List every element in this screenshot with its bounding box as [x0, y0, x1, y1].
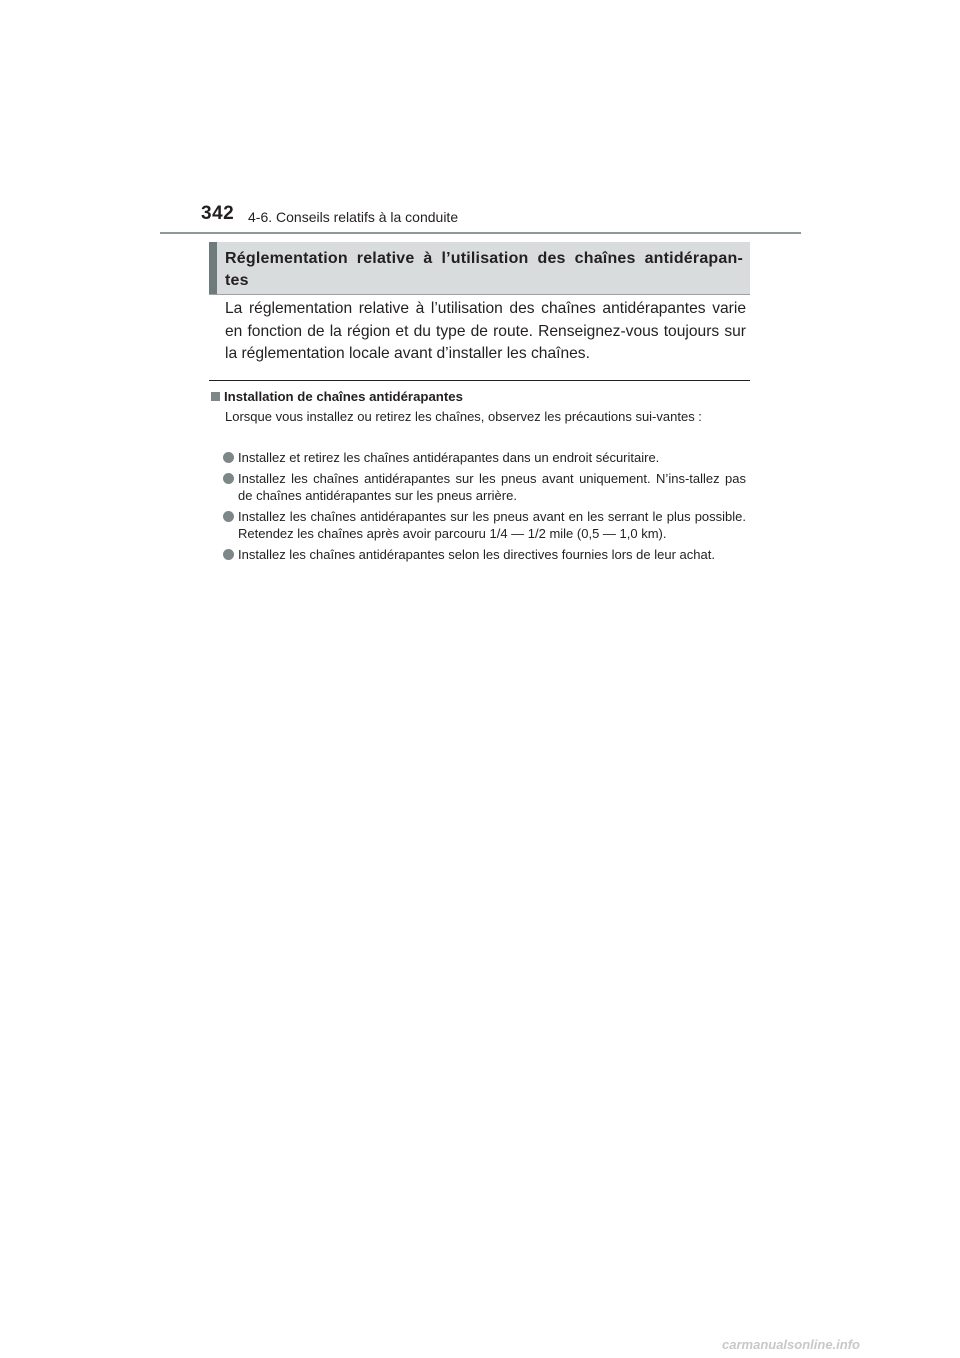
list-item [222, 470, 746, 504]
section-title: Réglementation relative à l’utilisation des chaînes antidérapan-tes [225, 250, 743, 289]
footer-watermark: carmanualsonline.info [722, 1337, 860, 1352]
section-title-box [209, 242, 750, 294]
circle-bullet-icon [223, 549, 234, 560]
subsection-heading [211, 389, 463, 404]
list-item-text: Installez et retirez les chaînes antidérapantes dans un endroit sécuritaire. [238, 450, 660, 465]
circle-bullet-icon [223, 473, 234, 484]
subsection-rule [209, 380, 750, 381]
list-item [222, 449, 746, 466]
list-item-text: Installez les chaînes antidérapantes sur les pneus avant en les serrant le plus possible. Retendez les chaînes après avoir parcouru 1/4 — 1/2 mile (0,5 — 1,0 km). [238, 509, 746, 541]
square-bullet-icon [211, 392, 220, 401]
intro-paragraph: La réglementation relative à l’utilisation des chaînes antidérapantes varie en fonction de la région et du type de route. Renseignez-vous toujours sur la réglementation locale avant d’installer les chaînes. [225, 300, 746, 362]
subsection-body: Lorsque vous installez ou retirez les chaînes, observez les précautions sui-vantes : [225, 409, 702, 424]
circle-bullet-icon [223, 452, 234, 463]
header-rule [160, 232, 801, 234]
list-item [222, 546, 746, 563]
section-label: 4-6. Conseils relatifs à la conduite [248, 209, 459, 225]
list-item [222, 508, 746, 542]
subsection-heading-text: Installation de chaînes antidérapantes [224, 389, 463, 404]
precautions-list [222, 449, 746, 567]
list-item-text: Installez les chaînes antidérapantes selon les directives fournies lors de leur achat. [238, 547, 715, 562]
list-item-text: Installez les chaînes antidérapantes sur les pneus avant uniquement. N’ins-tallez pas de chaînes antidérapantes sur les pneus arrière. [238, 471, 746, 503]
page-number: 342 [201, 203, 235, 224]
title-accent-bar [209, 242, 217, 294]
title-underline [209, 294, 750, 295]
circle-bullet-icon [223, 511, 234, 522]
